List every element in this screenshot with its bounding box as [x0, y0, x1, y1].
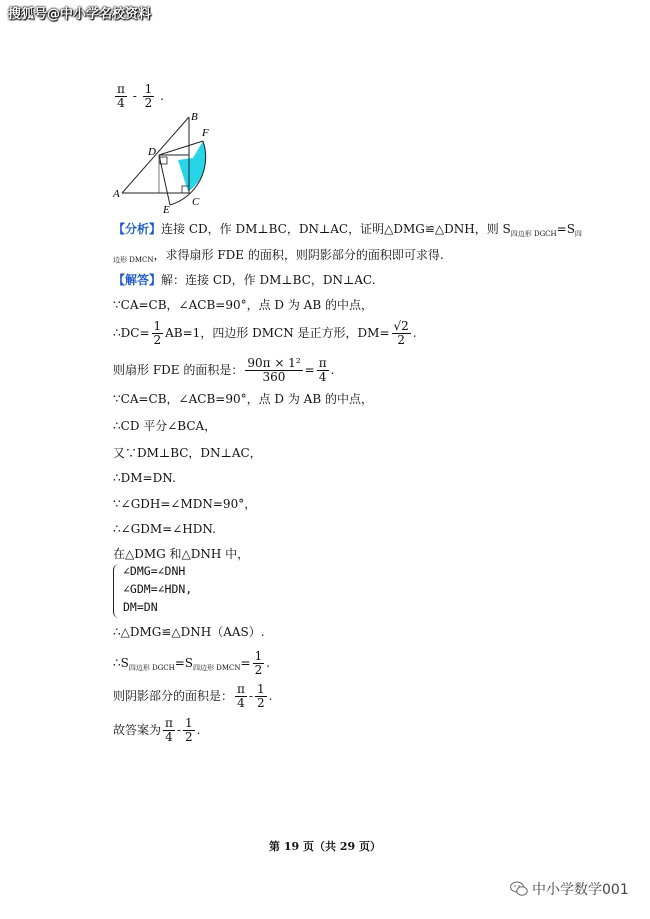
- fraction: $\frac{1}{2}$: [153, 319, 162, 347]
- solution-line-12: ∴△DMG≌△DNH（AAS）.: [113, 625, 265, 639]
- label-f: F: [202, 127, 209, 139]
- solution-line-5: ∵CA=CB，∠ACB=90°，点 D 为 AB 的中点，: [113, 392, 373, 406]
- fraction: $\frac{1}{2}$: [144, 82, 153, 110]
- label-d: D: [148, 146, 156, 158]
- wechat-icon: [510, 881, 528, 897]
- solution-line-4: 则扇形 FDE 的面积是： $\frac{\text{90π × 1²}}{360}$ = $\frac{\pi}{4}$ .: [113, 356, 335, 384]
- solution-line-15: 故答案为 $\frac{\pi}{4}$ - $\frac{1}{2}$ .: [113, 716, 201, 744]
- page-footer: 第 19 页（共 29 页）: [269, 840, 381, 853]
- top-answer: $\frac{\pi}{4}$ - $\frac{1}{2}$ .: [117, 82, 164, 110]
- segment-de: [159, 155, 170, 205]
- fraction: $\frac{\pi}{4}$: [117, 82, 125, 110]
- fraction: $\frac{1}{2}$: [256, 682, 265, 710]
- watermark-top: 搜狐号@中小学名校资料: [8, 7, 152, 22]
- fraction: $\frac{\pi}{4}$: [165, 716, 173, 744]
- label-b: B: [191, 113, 198, 123]
- label-e: E: [163, 204, 170, 213]
- solution-line-2: ∵CA=CB，∠ACB=90°，点 D 为 AB 的中点，: [113, 298, 373, 312]
- solution-line-7: 又∵DM⊥BC，DN⊥AC，: [113, 446, 262, 460]
- analysis-tag: 【分析】: [113, 222, 162, 236]
- solution-line-6: ∴CD 平分∠BCA，: [113, 419, 217, 433]
- analysis-line-1: 【分析】连接 CD，作 DM⊥BC，DN⊥AC，证明△DMG≌△DNH，则 $S_{四边形 DGCH}=S_四$: [113, 222, 582, 238]
- fraction: $\frac{1}{2}$: [184, 716, 193, 744]
- solution-line-8: ∴DM=DN.: [113, 471, 176, 485]
- solution-line-10: ∴∠GDM=∠HDN.: [113, 522, 216, 536]
- solution-line-11: 在△DMG 和△DNH 中，: [113, 547, 250, 561]
- equation-system: [113, 564, 233, 620]
- brace: [113, 564, 122, 618]
- solution-line-9: ∵∠GDH=∠MDN=90°，: [113, 497, 257, 511]
- fraction: $\frac{\pi}{4}$: [237, 682, 245, 710]
- analysis-line-2: $_{边形 DMCN}$，求得扇形 FDE 的面积，则阴影部分的面积即可求得.: [113, 248, 444, 264]
- solution-line-14: 则阴影部分的面积是： $\frac{\pi}{4}$ - $\frac{1}{2}$ .: [113, 682, 273, 710]
- solution-line-13: $\therefore S_{四边形 DGCH}=S_{四边形 DMCN}=$ $\frac{1}{2}$ .: [113, 649, 271, 677]
- solution-tag: 【解答】: [113, 273, 162, 287]
- label-c: C: [192, 196, 200, 208]
- watermark-bottom: [510, 879, 629, 899]
- geometry-figure: [113, 113, 228, 213]
- solution-line-1: 【解答】解：连接 CD，作 DM⊥BC，DN⊥AC.: [113, 273, 376, 287]
- fraction: $\frac{√2}{2}$: [393, 319, 409, 347]
- watermark-bottom-text: 中小学数学001: [532, 882, 629, 898]
- system-row-1: ∠DMG=∠DNH: [123, 564, 186, 578]
- fraction: $\frac{1}{2}$: [254, 649, 263, 677]
- solution-line-3: ∴DC= $\frac{1}{2}$ AB=1，四边形 DMCN 是正方形，DM= $\frac{√2}{2}$ .: [113, 319, 417, 347]
- system-row-2: ∠GDM=∠HDN,: [123, 582, 193, 596]
- fraction: $\frac{\pi}{4}$: [318, 356, 327, 384]
- label-a: A: [113, 188, 120, 200]
- system-row-3: DM=DN: [123, 600, 158, 614]
- fraction: $\frac{\text{90π × 1²}}{360}$: [247, 356, 301, 384]
